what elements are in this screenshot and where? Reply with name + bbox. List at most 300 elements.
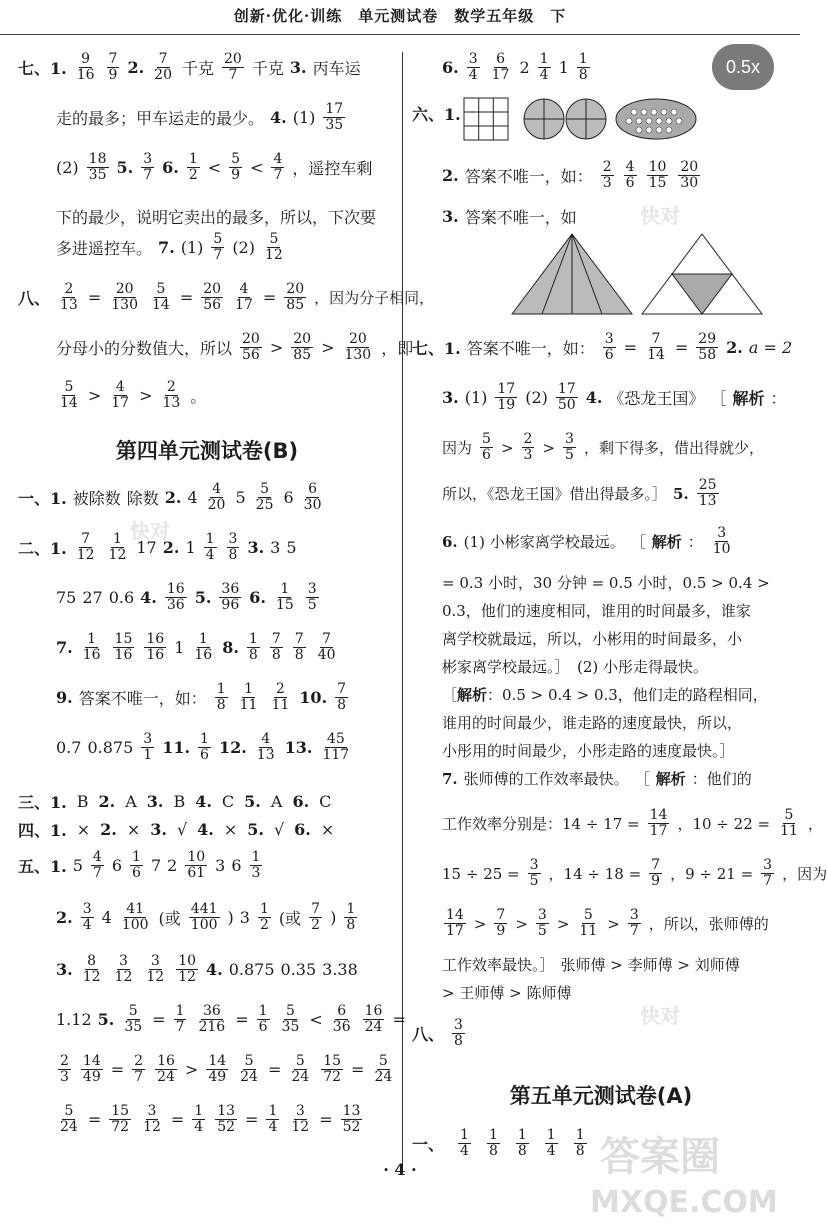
answer-text: > <box>321 338 335 357</box>
fraction-denominator: 130 <box>344 347 372 363</box>
answer-text: × <box>320 820 335 839</box>
answer-text: 9. <box>56 688 73 707</box>
fraction <box>165 582 187 613</box>
fraction-numerator: 5 <box>64 1103 74 1119</box>
fraction-numerator: 2 <box>60 1053 69 1069</box>
answer-text: = <box>110 1060 125 1079</box>
answer-text: 10. <box>299 688 328 707</box>
fraction-numerator: 10 <box>187 849 206 865</box>
fraction-numerator: 17 <box>497 381 516 397</box>
fraction-denominator: 4 <box>268 1119 278 1135</box>
fraction-numerator: 8 <box>87 953 97 969</box>
shaded-figures <box>464 96 704 142</box>
fraction-numerator: 3 <box>717 525 727 541</box>
answer-line <box>56 380 206 411</box>
fraction-denominator: 15 <box>648 175 667 191</box>
answer-text: × <box>76 820 91 839</box>
fraction <box>306 582 319 613</box>
fraction-denominator: 2 <box>311 917 321 933</box>
answer-text: 八、 <box>412 1025 445 1044</box>
fraction-numerator: 7 <box>158 51 168 67</box>
answer-text: 张师傅 > 李师傅 > 刘师傅 <box>560 956 740 974</box>
fraction-numerator: 17 <box>325 101 344 117</box>
fraction <box>238 1054 260 1085</box>
fraction-numerator: 3 <box>763 857 773 873</box>
fraction-denominator: 5 <box>565 447 574 463</box>
answer-text: 4. <box>197 820 214 839</box>
fraction-numerator: 14 <box>446 907 464 923</box>
answer-text: 6 <box>231 856 242 875</box>
fraction-numerator: 1 <box>188 151 198 167</box>
fraction <box>467 52 480 83</box>
answer-text: 3.38 <box>322 960 358 979</box>
fraction-numerator: 5 <box>64 379 74 395</box>
watermark-brand: 答案圈 <box>600 1134 720 1180</box>
answer-line <box>18 818 334 841</box>
answer-text: 千克 <box>182 59 215 78</box>
fraction-denominator: 7 <box>763 873 773 889</box>
answer-text: 6 <box>111 856 123 875</box>
fraction-denominator: 6 <box>625 175 635 191</box>
answer-text: = <box>245 1110 259 1129</box>
fraction-numerator: 1 <box>280 581 290 597</box>
fraction-denominator: 35 <box>124 1019 143 1035</box>
fraction <box>480 432 493 463</box>
fraction-denominator: 9 <box>496 923 506 939</box>
fraction <box>269 682 291 713</box>
fraction <box>229 152 242 183</box>
fraction-denominator: 14 <box>647 347 665 363</box>
answer-text: 5. <box>116 158 134 177</box>
fraction-denominator: 20 <box>154 67 172 83</box>
answer-text: 6. <box>442 58 459 77</box>
answer-text: 5. <box>247 820 264 839</box>
fraction-numerator: 1 <box>194 1103 204 1119</box>
fraction <box>187 152 200 183</box>
fraction-numerator: 20 <box>680 159 699 175</box>
fraction-numerator: 3 <box>150 953 160 969</box>
fraction-denominator: 6 <box>482 447 491 463</box>
answer-line <box>56 732 353 763</box>
answer-line <box>56 682 350 713</box>
fraction <box>204 532 217 563</box>
fraction-numerator: 7 <box>108 51 118 67</box>
answer-text: = <box>674 338 689 357</box>
watermark-logo: 快对 <box>640 1004 680 1028</box>
answer-line <box>56 102 347 133</box>
fraction-numerator: 1 <box>216 681 226 697</box>
answer-text: 分母小的分数值大，所以 <box>56 339 233 358</box>
fraction-numerator: 16 <box>364 1003 383 1019</box>
answer-text: ［ <box>630 533 646 551</box>
answer-text: 6. <box>442 532 458 551</box>
fraction-numerator: 1 <box>539 51 549 67</box>
answer-text: 2. <box>98 792 116 811</box>
triangle-figures <box>512 232 762 317</box>
fraction <box>363 1004 385 1035</box>
fraction <box>341 1104 363 1135</box>
fraction-numerator: 13 <box>342 1103 361 1119</box>
page-header: 创新·优化·训练 单元测试卷 数学五年级 下 <box>0 0 800 35</box>
fraction-denominator: 16 <box>146 647 165 663</box>
fraction-denominator: 8 <box>454 1033 463 1049</box>
fraction <box>487 1128 500 1159</box>
fraction-denominator: 13 <box>162 395 181 411</box>
answer-text: (2) <box>525 388 548 407</box>
answer-text: > <box>556 914 570 933</box>
fraction <box>372 1054 394 1085</box>
fraction-denominator: 24 <box>374 1069 393 1085</box>
answer-text: 4. <box>585 388 603 407</box>
fraction <box>309 902 322 933</box>
answer-text: ，因为分子相同， <box>314 289 435 307</box>
answer-line <box>442 52 592 83</box>
answer-text: 六、1. <box>412 105 461 124</box>
answer-text: 千克 <box>251 59 284 78</box>
fraction-denominator: 61 <box>187 865 206 881</box>
fraction <box>109 282 140 313</box>
answer-line <box>18 52 361 83</box>
fraction-denominator: 100 <box>190 917 218 933</box>
fraction-denominator: 100 <box>121 917 149 933</box>
answer-text: ［ <box>442 686 458 704</box>
answer-text: 6. <box>292 792 310 811</box>
answer-text: 7. <box>442 769 458 788</box>
fraction <box>174 1004 187 1035</box>
answer-text: 5 <box>72 856 83 875</box>
fraction-numerator: 45 <box>326 731 345 747</box>
fraction-numerator: 20 <box>224 51 242 67</box>
answer-text: A <box>270 792 283 811</box>
fraction-numerator: 1 <box>546 1127 556 1143</box>
answer-text: 七、1. <box>412 339 461 358</box>
answer-text: 3. <box>442 388 459 407</box>
answer-text: 因为 <box>442 439 473 457</box>
fraction <box>342 332 373 363</box>
fraction-numerator: 3 <box>147 1103 157 1119</box>
answer-text: > <box>515 914 528 933</box>
fraction-denominator: 13 <box>256 747 275 763</box>
fraction-numerator: 16 <box>157 1053 175 1069</box>
answer-line <box>56 205 376 228</box>
fraction-numerator: 7 <box>311 901 321 917</box>
answer-line <box>442 954 740 975</box>
fraction-denominator: 12 <box>143 1119 161 1135</box>
fraction <box>778 808 800 839</box>
answer-text: 《恐龙王国》 <box>608 389 705 408</box>
fraction <box>152 52 174 83</box>
fraction-denominator: 85 <box>293 347 312 363</box>
fraction-denominator: 3 <box>251 865 261 881</box>
answer-text: (1) <box>180 238 204 257</box>
answer-text: 离学校就最远，所以，小彬用的时间最多，小 <box>442 630 743 648</box>
fraction-numerator: 2 <box>602 159 612 175</box>
fraction-denominator: 16 <box>114 647 133 663</box>
fraction-numerator: 2 <box>275 681 285 697</box>
fraction <box>219 582 241 613</box>
answer-text: 4 <box>187 488 198 507</box>
fraction-numerator: 4 <box>92 849 102 865</box>
answer-text: A <box>125 792 137 811</box>
fraction <box>113 632 135 663</box>
answer-text: 2. <box>100 820 117 839</box>
fraction-numerator: 5 <box>482 431 491 447</box>
answer-text: < <box>250 158 264 177</box>
fraction-denominator: 85 <box>286 297 305 313</box>
fraction <box>107 52 120 83</box>
fraction-numerator: 1 <box>578 51 588 67</box>
fraction-denominator: 9 <box>231 167 241 183</box>
fraction-denominator: 24 <box>291 1069 310 1085</box>
fraction-denominator: 12 <box>108 547 127 563</box>
answer-text: 3 <box>239 908 250 927</box>
watermark-logo: 快对 <box>640 204 680 228</box>
fraction-denominator: 19 <box>497 397 516 413</box>
answer-text: 5. <box>194 588 212 607</box>
answer-text: > <box>500 438 514 457</box>
answer-line <box>442 205 577 228</box>
fraction-numerator: 4 <box>625 159 635 175</box>
fraction-numerator: 1 <box>346 901 356 917</box>
answer-text: ，10 ÷ 22 = <box>677 815 771 833</box>
fraction-numerator: 14 <box>82 1053 101 1069</box>
fraction-numerator: 20 <box>293 331 312 347</box>
answer-text: 2. <box>127 58 145 77</box>
fraction-denominator: 52 <box>217 1119 236 1135</box>
fraction-denominator: 8 <box>216 697 226 713</box>
fraction <box>155 1054 177 1085</box>
fraction <box>458 1128 471 1159</box>
fraction-numerator: 1 <box>575 1127 585 1143</box>
fraction <box>247 632 260 663</box>
answer-text: 3. <box>289 58 307 77</box>
fraction-numerator: 16 <box>146 631 165 647</box>
answer-text: > <box>269 338 284 357</box>
answer-text: ，即 <box>381 339 414 358</box>
fraction-numerator: 13 <box>217 1103 236 1119</box>
fraction <box>495 382 517 413</box>
fraction-denominator: 5 <box>537 923 547 939</box>
answer-line <box>56 632 340 663</box>
fraction <box>649 858 662 889</box>
answer-text: ：0.5 > 0.4 > 0.3，他们走的路程相同， <box>487 686 768 704</box>
fraction-numerator: 20 <box>348 331 367 347</box>
fraction <box>331 1004 353 1035</box>
fraction-denominator: 56 <box>203 297 222 313</box>
answer-text: ，14 ÷ 18 = <box>548 865 642 883</box>
fraction-denominator: 17 <box>446 923 464 939</box>
answer-text: (或 <box>278 909 302 928</box>
answer-text: = <box>262 288 277 307</box>
fraction-numerator: 2 <box>166 379 176 395</box>
fraction <box>75 52 97 83</box>
answer-text: C <box>221 792 235 811</box>
fraction-numerator: 17 <box>557 381 576 397</box>
answer-line <box>56 902 359 933</box>
answer-text: 小彤用的时间最少，小彤走路的速度最快。］ <box>442 742 735 760</box>
fraction-denominator: 8 <box>228 547 238 563</box>
fraction-numerator: 6 <box>308 481 318 497</box>
dots-figure <box>616 99 696 139</box>
answer-line <box>56 1054 396 1085</box>
answer-text: √ <box>176 820 188 839</box>
answer-text: 四、1. <box>18 821 67 840</box>
answer-text: 解析 <box>651 533 682 551</box>
fraction-denominator: 12 <box>82 969 101 985</box>
answer-text: ［ <box>634 770 650 788</box>
fraction <box>58 1104 80 1135</box>
fraction <box>122 1004 144 1035</box>
fraction-denominator: 4 <box>539 67 549 83</box>
fraction-denominator: 3 <box>60 1069 69 1085</box>
answer-line <box>442 526 735 557</box>
answer-text: 2. <box>162 538 180 557</box>
answer-text: 彬家离学校最远。］ (2) 小彤走得最快。 <box>442 658 709 676</box>
fraction <box>280 1004 302 1035</box>
fraction <box>545 1128 558 1159</box>
fraction-numerator: 3 <box>82 901 92 917</box>
fraction-numerator: 6 <box>496 51 505 67</box>
answer-text: 5 <box>286 538 297 557</box>
fraction-numerator: 7 <box>294 631 304 647</box>
fraction-denominator: 30 <box>680 175 699 191</box>
answer-text: 3 <box>215 856 226 875</box>
answer-line <box>442 768 752 789</box>
answer-text: < <box>207 158 222 177</box>
fraction-numerator: 36 <box>221 581 240 597</box>
fraction <box>645 332 667 363</box>
answer-line <box>442 432 764 463</box>
answer-line <box>18 482 326 513</box>
answer-text: > <box>87 386 102 405</box>
answer-text: 解析 <box>732 389 765 408</box>
fraction <box>490 52 512 83</box>
answer-text: = <box>87 288 102 307</box>
answer-text: (2) <box>232 238 255 257</box>
fraction <box>185 850 207 881</box>
fraction-denominator: 16 <box>82 647 101 663</box>
fraction <box>536 908 549 939</box>
answer-text: 3. <box>146 792 164 811</box>
fraction-numerator: 1 <box>268 1103 278 1119</box>
fraction <box>270 632 283 663</box>
answer-text: 丙车运 <box>312 59 361 78</box>
fraction <box>215 682 228 713</box>
answer-text: 12. <box>218 738 247 757</box>
fraction <box>189 902 220 933</box>
answer-text: 多进遥控车。 <box>56 239 153 258</box>
fraction-denominator: 20 <box>207 497 226 513</box>
answer-text: = <box>170 1110 185 1129</box>
fraction-denominator: 72 <box>111 1119 130 1135</box>
fraction-numerator: 1 <box>258 1003 268 1019</box>
fraction-numerator: 5 <box>286 1003 295 1019</box>
fraction-denominator: 8 <box>575 1143 585 1159</box>
fraction-numerator: 4 <box>261 731 271 747</box>
fraction-numerator: 3 <box>228 531 238 547</box>
fraction-denominator: 6 <box>200 747 209 763</box>
answer-line <box>56 232 287 263</box>
fraction-denominator: 7 <box>134 1069 144 1085</box>
fraction-denominator: 16 <box>194 647 213 663</box>
answer-text: 75 <box>56 588 77 607</box>
answer-text: 0.35 <box>280 960 317 979</box>
fraction <box>538 52 551 83</box>
answer-text: > 王师傅 > 陈师傅 <box>442 984 572 1002</box>
fraction <box>81 902 94 933</box>
fraction-denominator: 17 <box>649 823 668 839</box>
answer-text: ，因为 <box>782 865 827 883</box>
zoom-badge[interactable]: 0.5x <box>712 44 774 90</box>
answer-text: 0.3，他们的速度相同，谁用的时间最多，谁家 <box>442 602 751 620</box>
answer-text: 一、 <box>412 1135 445 1154</box>
fraction-denominator: 12 <box>178 969 197 985</box>
fraction-numerator: 1 <box>251 849 261 865</box>
fraction-numerator: 3 <box>565 431 574 447</box>
answer-text: 三、1. <box>18 793 67 812</box>
answer-text: ：他们的 <box>691 770 752 788</box>
fraction-numerator: 41 <box>126 901 145 917</box>
fraction-numerator: 20 <box>115 281 134 297</box>
answer-text: 1 <box>185 538 196 557</box>
answer-text: 一、1. <box>18 489 67 508</box>
fraction-denominator: 4 <box>468 67 478 83</box>
fraction <box>628 908 641 939</box>
fraction-numerator: 4 <box>273 151 283 167</box>
fraction-denominator: 49 <box>82 1069 101 1085</box>
answer-text: 2. <box>164 488 182 507</box>
fraction <box>141 732 154 763</box>
answer-text: ) <box>330 908 337 927</box>
answer-line <box>412 332 792 363</box>
answer-line <box>56 152 372 183</box>
answer-text: 3. <box>442 207 459 226</box>
answer-line <box>18 790 331 813</box>
answer-text: 3. <box>56 960 73 979</box>
answer-line <box>442 740 735 761</box>
answer-line <box>56 332 413 363</box>
fraction <box>250 850 263 881</box>
circle-figure <box>524 99 606 139</box>
fraction <box>344 902 357 933</box>
answer-text: 工作效率最快。］ <box>442 956 555 974</box>
fraction-numerator: 1 <box>244 681 254 697</box>
fraction <box>263 232 285 263</box>
answer-text: 2. <box>56 908 73 927</box>
fraction-numerator: 10 <box>178 953 197 969</box>
fraction-numerator: 3 <box>604 331 614 347</box>
fraction <box>132 1054 145 1085</box>
fraction-numerator: 3 <box>118 953 128 969</box>
fraction <box>624 160 637 191</box>
fraction-denominator: 4 <box>194 1119 204 1135</box>
fraction-numerator: 3 <box>143 731 153 747</box>
fraction-numerator: 3 <box>529 857 539 873</box>
answer-line <box>56 1004 406 1035</box>
fraction-numerator: 14 <box>649 807 668 823</box>
answer-line <box>56 582 321 613</box>
fraction-numerator: 1 <box>248 631 258 647</box>
fraction <box>711 526 733 557</box>
fraction-denominator: 35 <box>281 1019 300 1035</box>
fraction-denominator: 96 <box>221 597 240 613</box>
fraction-denominator: 11 <box>271 697 290 713</box>
answer-line <box>442 572 770 593</box>
answer-line <box>442 600 751 621</box>
answer-text: × <box>126 820 141 839</box>
answer-text: 除数 <box>126 489 159 508</box>
fraction-numerator: 2 <box>134 1053 144 1069</box>
